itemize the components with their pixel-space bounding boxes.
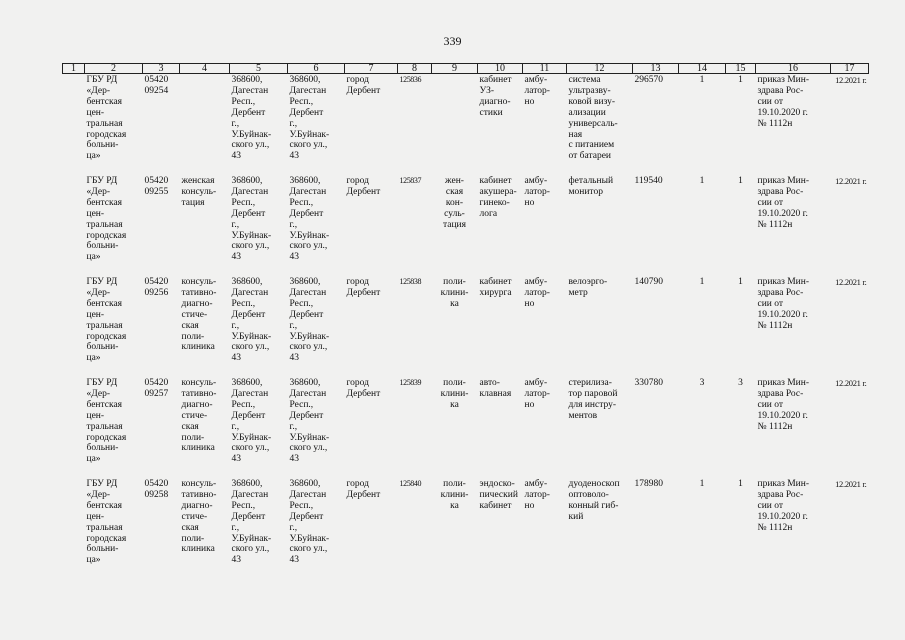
column-header-14: 14 xyxy=(679,64,726,74)
delivery-date-cell: 12.2021 г. xyxy=(835,75,867,85)
equipment-code-cell: 296570 xyxy=(634,75,663,85)
institution-cell: ГБУ РД «Дер- бентская цен- тральная городская больни- ца» xyxy=(86,75,127,162)
record-id-cell: 125838 xyxy=(399,277,422,286)
regulation-cell: приказ Мин- здрава Рос- сии от 19.10.2020 г. № 1112н xyxy=(757,479,810,533)
regulation-cell: приказ Мин- здрава Рос- сии от 19.10.2020 г. № 1112н xyxy=(757,378,810,432)
locality-cell: город Дербент xyxy=(346,479,381,500)
table-row xyxy=(63,276,869,377)
table-row xyxy=(63,377,869,478)
institution-cell: ГБУ РД «Дер- бентская цен- тральная городская больни- ца» xyxy=(86,176,127,263)
equipment-code-cell: 330780 xyxy=(634,378,663,388)
quantity-planned-cell: 1 xyxy=(738,75,743,85)
record-id-cell: 125836 xyxy=(399,75,422,84)
column-header-4: 4 xyxy=(180,64,230,74)
unit-type-cell: жен- ская кон- суль- тация xyxy=(442,176,467,230)
quantity-required-cell: 1 xyxy=(699,277,705,287)
institution-code-cell: 05420 09258 xyxy=(144,479,169,500)
equipment-table-frame xyxy=(62,63,869,579)
department-cell: кабинет акушера- гинеко- лога xyxy=(479,176,517,219)
column-header-11: 11 xyxy=(523,64,567,74)
delivery-date-cell: 12.2021 г. xyxy=(835,479,867,489)
institution-code-cell: 05420 09254 xyxy=(144,75,169,96)
equipment-cell: велоэрго- метр xyxy=(568,277,608,298)
institution-cell: ГБУ РД «Дер- бентская цен- тральная городская больни- ца» xyxy=(86,479,127,566)
quantity-required-cell: 1 xyxy=(699,75,705,85)
column-header-17: 17 xyxy=(831,64,869,74)
legal-address-cell: 368600, Дагестан Респ., Дербент г., У.Буйнак- ского ул., 43 xyxy=(231,75,272,162)
legal-address-cell: 368600, Дагестан Респ., Дербент г., У.Буйнак- ского ул., 43 xyxy=(231,479,272,566)
regulation-cell: приказ Мин- здрава Рос- сии от 19.10.2020 г. № 1112н xyxy=(757,75,810,129)
locality-cell: город Дербент xyxy=(346,277,381,298)
equipment-cell: система ультразву- ковой визу- ализации универсаль- ная с питанием от батареи xyxy=(568,75,618,162)
delivery-date-cell: 12.2021 г. xyxy=(835,378,867,388)
subdivision-cell: консуль- тативно- диагно- стиче- ская поли- клиника xyxy=(181,378,217,454)
department-cell: эндоско- пический кабинет xyxy=(479,479,518,511)
unit-type-cell: поли- клини- ка xyxy=(440,277,469,309)
row-index-cell xyxy=(63,377,85,478)
row-index-cell xyxy=(63,276,85,377)
quantity-required-cell: 1 xyxy=(699,479,705,489)
quantity-required-cell: 3 xyxy=(699,378,705,388)
quantity-planned-cell: 1 xyxy=(738,479,743,489)
actual-address-cell: 368600, Дагестан Респ., Дербент г., У.Буйнак- ского ул., 43 xyxy=(289,176,330,263)
legal-address-cell: 368600, Дагестан Респ., Дербент г., У.Буйнак- ского ул., 43 xyxy=(231,378,272,465)
column-header-3: 3 xyxy=(143,64,180,74)
column-header-10: 10 xyxy=(478,64,523,74)
legal-address-cell: 368600, Дагестан Респ., Дербент г., У.Буйнак- ского ул., 43 xyxy=(231,176,272,263)
subdivision-cell xyxy=(180,74,230,176)
locality-cell: город Дербент xyxy=(346,176,381,197)
unit-type-cell: поли- клини- ка xyxy=(440,479,469,511)
care-mode-cell: амбу- латор- но xyxy=(524,176,550,208)
quantity-planned-cell: 3 xyxy=(738,378,743,388)
subdivision-cell: женская консуль- тация xyxy=(181,176,217,208)
record-id-cell: 125839 xyxy=(399,378,422,387)
quantity-required-cell: 1 xyxy=(699,176,705,186)
quantity-planned-cell: 1 xyxy=(738,176,743,186)
column-header-12: 12 xyxy=(567,64,633,74)
equipment-cell: фетальный монитор xyxy=(568,176,614,197)
actual-address-cell: 368600, Дагестан Респ., Дербент г., У.Буйнак- ского ул., 43 xyxy=(289,378,330,465)
table-row xyxy=(63,74,869,176)
column-header-13: 13 xyxy=(633,64,679,74)
column-number-header-row xyxy=(63,64,869,74)
regulation-cell: приказ Мин- здрава Рос- сии от 19.10.2020 г. № 1112н xyxy=(757,176,810,230)
institution-code-cell: 05420 09257 xyxy=(144,378,169,399)
locality-cell: город Дербент xyxy=(346,75,381,96)
delivery-date-cell: 12.2021 г. xyxy=(835,176,867,186)
equipment-table xyxy=(62,63,869,579)
subdivision-cell: консуль- тативно- диагно- стиче- ская поли- клиника xyxy=(181,277,217,353)
department-cell: авто- клавная xyxy=(479,378,512,399)
care-mode-cell: амбу- латор- но xyxy=(524,277,550,309)
record-id-cell: 125840 xyxy=(399,479,422,488)
subdivision-cell: консуль- тативно- диагно- стиче- ская поли- клиника xyxy=(181,479,217,555)
institution-cell: ГБУ РД «Дер- бентская цен- тральная городская больни- ца» xyxy=(86,378,127,465)
unit-type-cell: поли- клини- ка xyxy=(440,378,469,410)
care-mode-cell: амбу- латор- но xyxy=(524,479,550,511)
column-header-2: 2 xyxy=(85,64,143,74)
column-header-8: 8 xyxy=(398,64,432,74)
department-cell: кабинет УЗ- диагно- стики xyxy=(479,75,512,118)
column-header-9: 9 xyxy=(432,64,478,74)
equipment-cell: дуоденоскоп оптоволо- конный гиб- кий xyxy=(568,479,620,522)
actual-address-cell: 368600, Дагестан Респ., Дербент г., У.Буйнак- ского ул., 43 xyxy=(289,479,330,566)
care-mode-cell: амбу- латор- но xyxy=(524,378,550,410)
actual-address-cell: 368600, Дагестан Респ., Дербент г., У.Буйнак- ского ул., 43 xyxy=(289,75,330,162)
institution-cell: ГБУ РД «Дер- бентская цен- тральная городская больни- ца» xyxy=(86,277,127,364)
column-header-7: 7 xyxy=(345,64,398,74)
column-header-6: 6 xyxy=(288,64,345,74)
table-row xyxy=(63,478,869,579)
row-index-cell xyxy=(63,478,85,579)
equipment-code-cell: 178980 xyxy=(634,479,663,489)
care-mode-cell: амбу- латор- но xyxy=(524,75,550,107)
equipment-code-cell: 140790 xyxy=(634,277,663,287)
equipment-cell: стерилиза- тор паровой для инстру- ментов xyxy=(568,378,618,421)
row-index-cell xyxy=(63,175,85,276)
column-header-15: 15 xyxy=(726,64,756,74)
column-header-5: 5 xyxy=(230,64,288,74)
quantity-planned-cell: 1 xyxy=(738,277,743,287)
locality-cell: город Дербент xyxy=(346,378,381,399)
department-cell: кабинет хирурга xyxy=(479,277,512,298)
column-header-1: 1 xyxy=(63,64,85,74)
legal-address-cell: 368600, Дагестан Респ., Дербент г., У.Буйнак- ского ул., 43 xyxy=(231,277,272,364)
delivery-date-cell: 12.2021 г. xyxy=(835,277,867,287)
institution-code-cell: 05420 09255 xyxy=(144,176,169,197)
regulation-cell: приказ Мин- здрава Рос- сии от 19.10.2020 г. № 1112н xyxy=(757,277,810,331)
actual-address-cell: 368600, Дагестан Респ., Дербент г., У.Буйнак- ского ул., 43 xyxy=(289,277,330,364)
row-index-cell xyxy=(63,74,85,176)
unit-type-cell xyxy=(432,74,478,176)
equipment-code-cell: 119540 xyxy=(634,176,663,186)
table-row xyxy=(63,175,869,276)
record-id-cell: 125837 xyxy=(399,176,422,185)
institution-code-cell: 05420 09256 xyxy=(144,277,169,298)
page-number: 339 xyxy=(443,34,462,48)
column-header-16: 16 xyxy=(756,64,831,74)
